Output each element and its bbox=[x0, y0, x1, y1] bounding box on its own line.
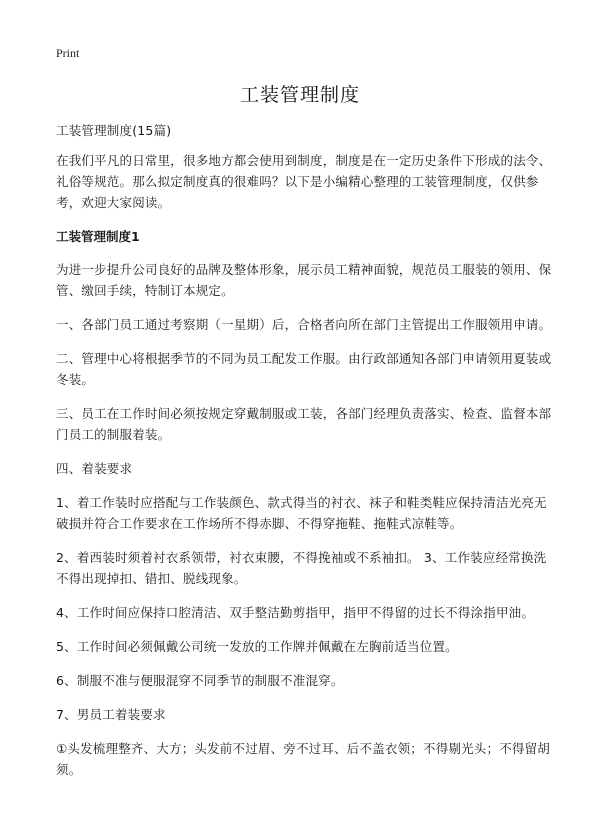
body-paragraph: 二、管理中心将根据季节的不同为员工配发工作服。由行政部通知各部门申请领用夏装或冬装。 bbox=[56, 351, 552, 387]
body-paragraph: 一、各部门员工通过考察期（一星期）后，合格者向所在部门主管提出工作服领用申请。 bbox=[56, 317, 552, 332]
intro-paragraph: 在我们平凡的日常里，很多地方都会使用到制度，制度是在一定历史条件下形成的法令、礼俗等规范。那么拟定制度真的很难吗？以下是小编精心整理的工装管理制度，仅供参考，欢迎大家阅读。 bbox=[56, 153, 552, 210]
body-paragraph: 三、员工在工作时间必须按规定穿戴制服或工装，各部门经理负责落实、检查、监督本部门员工的制服着装。 bbox=[56, 406, 552, 442]
body-paragraph: 2、着西装时须着衬衣系领带，衬衣束腰，不得挽袖或不系袖扣。 3、工作装应经常换洗不得出现掉扣、错扣、脱线现象。 bbox=[56, 550, 547, 586]
document-body bbox=[56, 120, 556, 793]
body-paragraph: ①头发梳理整齐、大方；头发前不过眉、旁不过耳、后不盖衣领；不得剔光头；不得留胡须。 bbox=[56, 741, 551, 777]
body-paragraph: 1、着工作装时应搭配与工作装颜色、款式得当的衬衣、袜子和鞋类鞋应保持清洁光亮无破损并符合工作要求在工作场所不得赤脚、不得穿拖鞋、拖鞋式凉鞋等。 bbox=[56, 495, 547, 531]
body-paragraph: 5、工作时间必须佩戴公司统一发放的工作牌并佩戴在左胸前适当位置。 bbox=[56, 639, 458, 654]
body-paragraph: 6、制服不准与便服混穿不同季节的制服不准混穿。 bbox=[56, 673, 344, 688]
document-subtitle: 工装管理制度(15篇) bbox=[56, 123, 172, 138]
body-paragraph: 为进一步提升公司良好的品牌及整体形象，展示员工精神面貌，规范员工服装的领用、保管、缴回手续，特制订本规定。 bbox=[56, 262, 552, 298]
document-title: 工装管理制度 bbox=[239, 84, 360, 106]
body-paragraph: 四、着装要求 bbox=[56, 461, 133, 476]
body-paragraph: 7、男员工着装要求 bbox=[56, 707, 166, 722]
body-paragraph: 4、工作时间应保持口腔清洁、双手整洁勤剪指甲，指甲不得留的过长不得涂指甲油。 bbox=[56, 605, 535, 620]
print-label[interactable]: Print bbox=[56, 46, 80, 60]
section-heading: 工装管理制度1 bbox=[56, 229, 140, 244]
